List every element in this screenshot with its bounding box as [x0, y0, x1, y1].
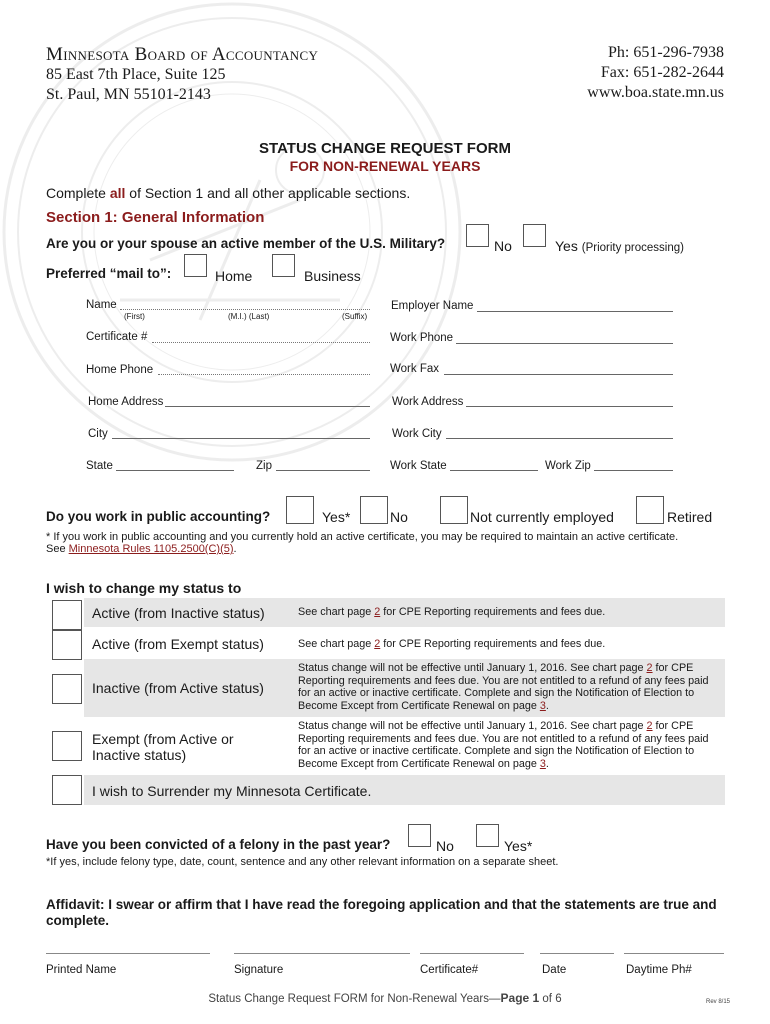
status-exempt-checkbox[interactable] [52, 731, 82, 761]
work-address-field[interactable] [466, 406, 673, 407]
signature-field[interactable] [234, 953, 410, 954]
form-subtitle: FOR NON-RENEWAL YEARS [289, 158, 481, 174]
work-phone-label: Work Phone [390, 332, 454, 344]
status-row-desc: Status change will not be effective until January 1, 2016. See chart page 2 for CPE Reporting requirements and fees due. You are not entitled to a refund of any fees paid for an active or inactive certificate. Complete and sign the Notification of Election to Become Except from Certificate Renewal on page 3. [298, 720, 709, 770]
status-surrender-checkbox[interactable] [52, 775, 82, 805]
certificate-label: Certificate # [86, 331, 148, 343]
status-row-desc: See chart page 2 for CPE Reporting requirements and fees due. [298, 606, 606, 618]
city-field[interactable] [112, 438, 370, 439]
org-address-line1: 85 East 7th Place, Suite 125 [46, 66, 226, 83]
name-suffix-hint: (Suffix) [342, 312, 368, 321]
name-label: Name [86, 299, 117, 311]
work-zip-label: Work Zip [545, 460, 591, 472]
felony-no-checkbox[interactable] [408, 824, 431, 847]
felony-no-label: No [436, 838, 454, 854]
work-phone-field[interactable] [456, 343, 673, 344]
public-accounting-see-note: See Minnesota Rules 1105.2500(C)(5). [46, 543, 237, 555]
retired-checkbox[interactable] [636, 496, 664, 524]
status-row-label: Exempt (from Active or Inactive status) [92, 731, 234, 763]
work-state-field[interactable] [450, 470, 538, 471]
work-fax-label: Work Fax [390, 363, 439, 375]
felony-yes-checkbox[interactable] [476, 824, 499, 847]
form-title: STATUS CHANGE REQUEST FORM [259, 140, 511, 157]
status-row-surrender [84, 775, 725, 805]
status-row-label: Active (from Exempt status) [92, 636, 264, 652]
daytime-phone-label: Daytime Ph# [626, 964, 692, 976]
status-change-heading: I wish to change my status to [46, 580, 242, 596]
not-employed-label: Not currently employed [470, 509, 614, 525]
org-fax: Fax: 651-282-2644 [600, 64, 724, 81]
name-first-hint: (First) [124, 312, 145, 321]
public-accounting-question: Do you work in public accounting? [46, 509, 271, 524]
work-address-label: Work Address [392, 396, 464, 408]
home-phone-label: Home Phone [86, 364, 154, 376]
military-no-checkbox[interactable] [466, 224, 489, 247]
status-active-from-inactive-checkbox[interactable] [52, 600, 82, 630]
not-employed-checkbox[interactable] [440, 496, 468, 524]
certificate-field[interactable] [152, 342, 370, 343]
org-phone: Ph: 651-296-7938 [608, 44, 724, 61]
work-city-label: Work City [392, 428, 442, 440]
mail-business-checkbox[interactable] [272, 254, 295, 277]
public-accounting-yes-checkbox[interactable] [286, 496, 314, 524]
signature-label: Signature [234, 964, 284, 976]
daytime-phone-field[interactable] [624, 953, 724, 954]
home-address-field[interactable] [165, 406, 370, 407]
intro-instructions: Complete all of Section 1 and all other applicable sections. [46, 185, 411, 201]
public-accounting-yes-label: Yes* [322, 509, 351, 525]
status-row-inactive-from-active [84, 659, 725, 717]
section1-heading: Section 1: General Information [46, 209, 265, 226]
certificate-number-field[interactable] [420, 953, 524, 954]
mail-to-question: Preferred “mail to”: [46, 266, 172, 281]
public-accounting-no-checkbox[interactable] [360, 496, 388, 524]
name-mi-last-hint: (M.I.) (Last) [228, 312, 270, 321]
status-row-label: Inactive (from Active status) [92, 680, 264, 696]
work-zip-field[interactable] [594, 470, 673, 471]
zip-field[interactable] [276, 470, 370, 471]
public-accounting-no-label: No [390, 509, 408, 525]
name-field[interactable] [120, 309, 370, 310]
mail-home-label: Home [215, 268, 253, 284]
page-footer: Status Change Request FORM for Non-Renewal Years—Page 1 of 6 [208, 991, 562, 1005]
state-label: State [86, 460, 113, 472]
mail-home-checkbox[interactable] [184, 254, 207, 277]
employer-name-label: Employer Name [391, 300, 474, 312]
revision-label: Rev 8/15 [705, 999, 730, 1005]
retired-label: Retired [667, 509, 713, 525]
military-yes-label: Yes (Priority processing) [555, 238, 684, 254]
home-address-label: Home Address [88, 396, 164, 408]
status-row-exempt [84, 718, 725, 774]
state-field[interactable] [116, 470, 234, 471]
mail-business-label: Business [304, 268, 361, 284]
status-row-label: I wish to Surrender my Minnesota Certificate. [92, 783, 372, 799]
work-fax-field[interactable] [444, 374, 673, 375]
date-field[interactable] [540, 953, 614, 954]
status-row-label: Active (from Inactive status) [92, 605, 265, 621]
printed-name-field[interactable] [46, 953, 210, 954]
status-inactive-from-active-checkbox[interactable] [52, 674, 82, 704]
home-phone-field[interactable] [158, 374, 370, 375]
status-row-active-from-inactive [84, 598, 725, 627]
military-question: Are you or your spouse an active member of the U.S. Military? [46, 236, 446, 251]
felony-yes-label: Yes* [504, 838, 533, 854]
printed-name-label: Printed Name [46, 964, 117, 976]
status-row-desc: Status change will not be effective until January 1, 2016. See chart page 2 for CPE Reporting requirements and fees due. You are not entitled to a refund of any fees paid for an active or inactive certificate. Complete and sign the Notification of Election to Become Except from Certificate Renewal on page 3. [298, 662, 709, 712]
employer-name-field[interactable] [477, 311, 673, 312]
military-no-label: No [494, 238, 512, 254]
status-row-active-from-exempt [84, 629, 725, 658]
status-active-from-exempt-checkbox[interactable] [52, 630, 82, 660]
military-yes-checkbox[interactable] [523, 224, 546, 247]
felony-note: *If yes, include felony type, date, count, sentence and any other relevant information on a separate sheet. [46, 856, 559, 868]
status-row-desc: See chart page 2 for CPE Reporting requirements and fees due. [298, 638, 606, 650]
work-city-field[interactable] [446, 438, 673, 439]
org-website[interactable]: www.boa.state.mn.us [587, 84, 724, 101]
org-address-line2: St. Paul, MN 55101-2143 [46, 86, 211, 103]
affidavit: Affidavit: I swear or affirm that I have read the foregoing application and that the statements are true and complete. [46, 897, 717, 928]
minnesota-rules-link[interactable]: Minnesota Rules 1105.2500(C)(5) [68, 543, 234, 555]
zip-label: Zip [256, 460, 272, 472]
city-label: City [88, 428, 108, 440]
felony-question: Have you been convicted of a felony in the past year? [46, 837, 391, 852]
public-accounting-note: * If you work in public accounting and you currently hold an active certificate, you may be required to maintain an active certificate. [46, 531, 679, 543]
certificate-number-label: Certificate# [420, 964, 479, 976]
work-state-label: Work State [390, 460, 447, 472]
date-label: Date [542, 964, 567, 976]
org-name: Minnesota Board of Accountancy [46, 44, 319, 65]
